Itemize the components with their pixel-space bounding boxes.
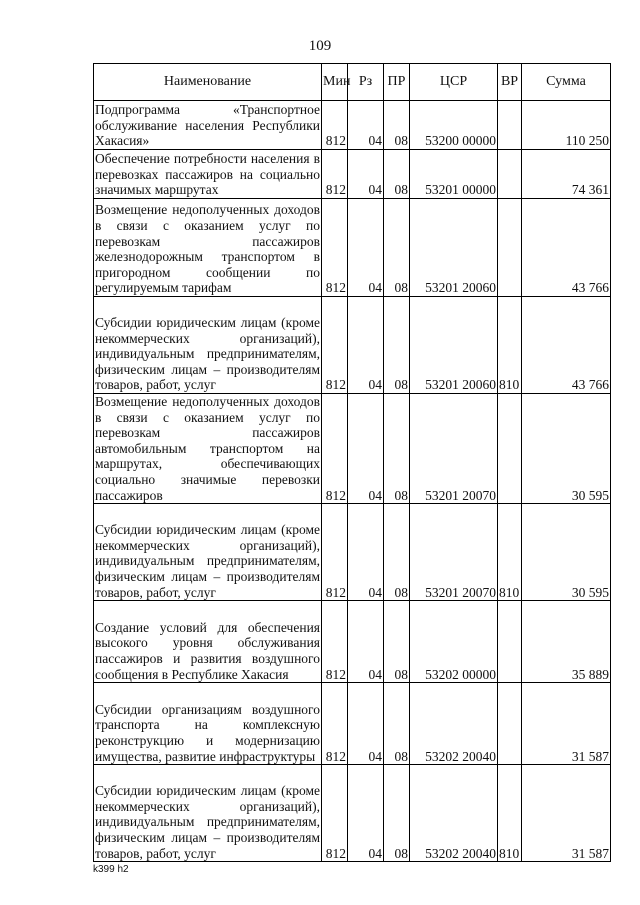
row-sum: 30 595 (522, 394, 611, 504)
header-sum: Сумма (522, 64, 611, 101)
row-name: Субсидии организациям воздушного транспорта на комплексную реконструкцию и модернизацию имущества, развитие инфраструктуры (94, 683, 322, 765)
row-name: Субсидии юридическим лицам (кроме некоммерческих организаций), индивидуальным предпринимателям, физическим лицам – производителям товаров, работ, услуг (94, 504, 322, 601)
row-name: Субсидии юридическим лицам (кроме некоммерческих организаций), индивидуальным предпринимателям, физическим лицам – производителям товаров, работ, услуг (94, 297, 322, 394)
row-csr: 53200 00000 (410, 101, 498, 150)
row-min: 812 (322, 601, 348, 683)
row-csr: 53202 00000 (410, 601, 498, 683)
header-name: Наименование (94, 64, 322, 101)
page-number: 109 (308, 38, 332, 54)
row-min: 812 (322, 683, 348, 765)
header-pr: ПР (384, 64, 410, 101)
row-csr: 53201 20070 (410, 394, 498, 504)
row-sum: 43 766 (522, 297, 611, 394)
row-name: Возмещение недополученных доходов в связи с оказанием услуг по перевозкам пассажиров железнодорожным транспортом в пригородном сообщении по регулируемым тарифам (94, 199, 322, 297)
row-name: Обеспечение потребности населения в перевозках пассажиров на социально значимых маршрутах (95, 151, 320, 198)
table-row (94, 394, 611, 504)
table-row (94, 601, 611, 683)
row-sum: 31 587 (522, 765, 611, 862)
row-min: 812 (322, 504, 348, 601)
row-vr (498, 199, 522, 297)
row-csr: 53201 00000 (410, 150, 498, 199)
row-csr: 53201 20060 (410, 199, 498, 297)
row-pr: 08 (384, 683, 410, 765)
row-rz: 04 (348, 504, 384, 601)
row-pr: 08 (384, 765, 410, 862)
row-rz: 04 (348, 765, 384, 862)
row-vr (498, 150, 522, 199)
row-vr (498, 101, 522, 150)
row-pr: 08 (384, 150, 410, 199)
row-rz: 04 (348, 150, 384, 199)
header-csr: ЦСР (410, 64, 498, 101)
row-vr: 810 (498, 765, 522, 862)
row-name: Подпрограмма «Транспортное обслуживание населения Республики Хакасия» (95, 102, 320, 149)
row-rz: 04 (348, 683, 384, 765)
row-sum: 35 889 (522, 601, 611, 683)
row-min: 812 (322, 765, 348, 862)
row-sum: 110 250 (522, 101, 611, 150)
table-row (94, 504, 611, 601)
row-rz: 04 (348, 297, 384, 394)
table-row (94, 765, 611, 862)
row-sum: 43 766 (522, 199, 611, 297)
table-row (94, 199, 611, 297)
row-rz: 04 (348, 394, 384, 504)
row-vr: 810 (498, 504, 522, 601)
row-sum: 74 361 (522, 150, 611, 199)
row-min: 812 (322, 394, 348, 504)
row-min: 812 (322, 150, 348, 199)
row-sum: 30 595 (522, 504, 611, 601)
table-row (94, 101, 611, 150)
row-min: 812 (322, 101, 348, 150)
budget-table (93, 63, 611, 862)
row-pr: 08 (384, 199, 410, 297)
row-csr: 53202 20040 (410, 765, 498, 862)
row-vr (498, 683, 522, 765)
row-sum: 31 587 (522, 683, 611, 765)
row-rz: 04 (348, 101, 384, 150)
row-name: Возмещение недополученных доходов в связи с оказанием услуг по перевозкам пассажиров автомобильным транспортом на маршрутах, обеспечивающих социально значимые перевозки пассажиров (95, 394, 320, 503)
row-pr: 08 (384, 101, 410, 150)
row-csr: 53202 20040 (410, 683, 498, 765)
table-row (94, 683, 611, 765)
row-csr: 53201 20070 (410, 504, 498, 601)
row-vr (498, 394, 522, 504)
row-name: Создание условий для обеспечения высокого уровня обслуживания пассажиров и развития воздушного сообщения в Республике Хакасия (94, 601, 322, 683)
row-min: 812 (322, 199, 348, 297)
header-min: Мин (322, 64, 348, 101)
row-pr: 08 (384, 297, 410, 394)
table-row (94, 150, 611, 199)
row-min: 812 (322, 297, 348, 394)
row-pr: 08 (384, 504, 410, 601)
footer-code: k399 h2 (93, 864, 129, 875)
row-name: Субсидии юридическим лицам (кроме некоммерческих организаций), индивидуальным предпринимателям, физическим лицам – производителям товаров, работ, услуг (94, 765, 322, 862)
row-pr: 08 (384, 601, 410, 683)
row-rz: 04 (348, 199, 384, 297)
header-rz: Рз (348, 64, 384, 101)
row-rz: 04 (348, 601, 384, 683)
table-header-row (94, 64, 611, 101)
row-csr: 53201 20060 (410, 297, 498, 394)
table-row (94, 297, 611, 394)
header-vr: ВР (498, 64, 522, 101)
row-vr (498, 601, 522, 683)
row-vr: 810 (498, 297, 522, 394)
row-pr: 08 (384, 394, 410, 504)
